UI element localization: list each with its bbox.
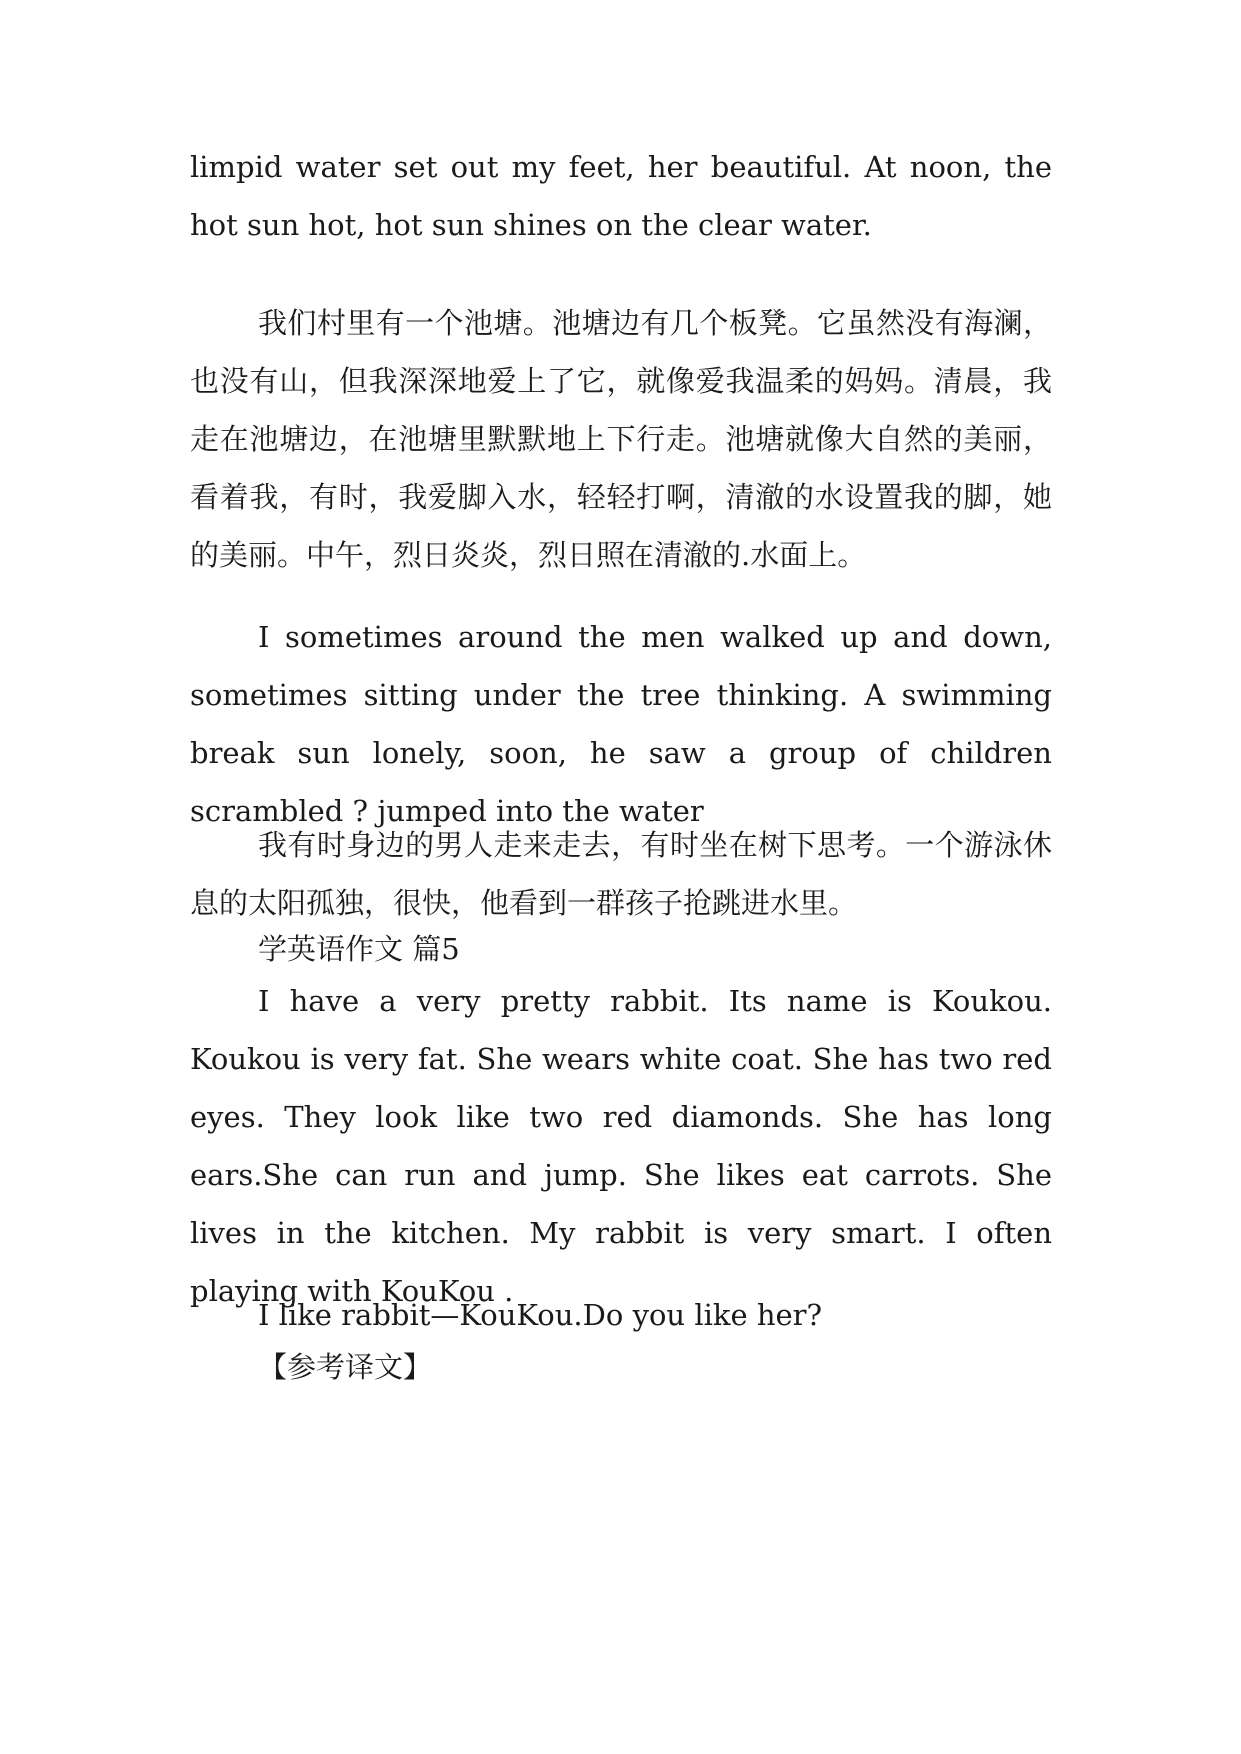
paragraph-english-like-rabbit: I like rabbit—KouKou.Do you like her? [258, 1298, 823, 1332]
paragraph-english-pond-continued: limpid water set out my feet, her beautiful. At noon, the hot sun hot, hot sun shines on the clear water. [190, 150, 1052, 242]
paragraph-chinese-sometimes: 我有时身边的男人走来走去，有时坐在树下思考。一个游泳休息的太阳孤独，很快，他看到一群孩子抢跳进水里。 [190, 828, 1052, 920]
reference-translation-label: 【参考译文】 [258, 1350, 433, 1384]
paragraph-english-rabbit: I have a very pretty rabbit. Its name is Koukou. Koukou is very fat. She wears white coat. She has two red eyes. They look like two red diamonds. She has long ears.She can run and jump. She likes eat carrots. She lives in the kitchen. My rabbit is very smart. I often playing with KouKou . [190, 984, 1052, 1308]
paragraph-chinese-pond: 我们村里有一个池塘。池塘边有几个板凳。它虽然没有海澜，也没有山，但我深深地爱上了它，就像爱我温柔的妈妈。清晨，我走在池塘边，在池塘里默默地上下行走。池塘就像大自然的美丽，看着我，有时，我爱脚入水，轻轻打啊，清澈的水设置我的脚，她的美丽。中午，烈日炎炎，烈日照在清澈的.水面上。 [190, 306, 1052, 572]
paragraph-english-sometimes: I sometimes around the men walked up and down, sometimes sitting under the tree thinking. A swimming break sun lonely, soon, he saw a group of children scrambled ? jumped into the water [190, 620, 1052, 828]
section-heading-essay-5: 学英语作文 篇5 [258, 932, 460, 966]
